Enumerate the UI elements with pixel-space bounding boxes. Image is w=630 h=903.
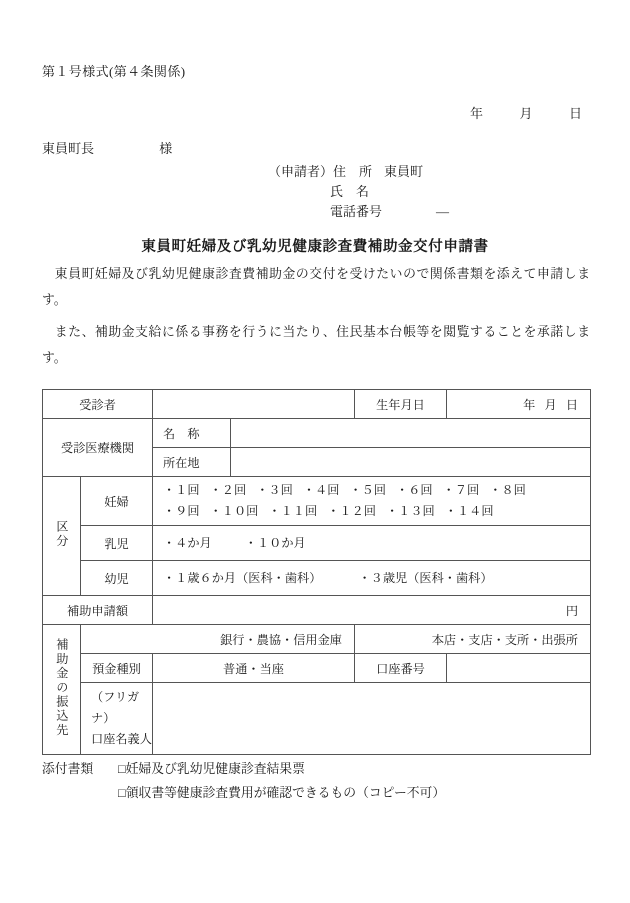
applicant-block	[268, 162, 449, 222]
infant-options[interactable]	[153, 526, 591, 561]
addressee-line	[42, 138, 172, 157]
transfer-label	[43, 625, 81, 755]
attachments-section	[42, 757, 445, 805]
amount-value[interactable]	[153, 596, 591, 625]
attachments-line-1	[42, 757, 445, 781]
birthdate-year-label: 年	[523, 397, 536, 412]
examinee-value[interactable]	[153, 390, 355, 419]
pregnant-visit-3[interactable]: ・３回	[256, 483, 293, 497]
pregnant-visit-8[interactable]: ・８回	[489, 483, 526, 497]
pregnant-visit-7[interactable]: ・７回	[442, 483, 480, 497]
table-row-category-pregnant	[43, 477, 591, 526]
furigana-label: （フリガナ）	[91, 690, 140, 725]
date-month-label: 月	[519, 106, 533, 121]
infant-option-10months[interactable]: ・１０か月	[244, 535, 306, 550]
account-number-label: 口座番号	[355, 654, 447, 683]
account-number-value[interactable]	[447, 654, 591, 683]
applicant-phone-label: 電話番号	[330, 204, 383, 219]
institution-label: 受診医療機関	[43, 419, 153, 477]
branch-name-field[interactable]	[355, 625, 591, 654]
attachments-line-2	[42, 781, 445, 805]
attachment-item-1[interactable]: □妊婦及び乳幼児健康診査結果票	[118, 762, 305, 776]
pregnant-label: 妊婦	[81, 477, 153, 526]
birthdate-month-label: 月	[544, 397, 557, 412]
pregnant-visit-10[interactable]: ・１０回	[209, 504, 259, 518]
table-row-category-infant	[43, 526, 591, 561]
table-row-account	[43, 654, 591, 683]
pregnant-visit-2[interactable]: ・２回	[209, 483, 247, 497]
institution-name-value[interactable]	[231, 419, 591, 448]
table-row-bank	[43, 625, 591, 654]
applicant-prefix: （申請者）	[268, 164, 334, 179]
pregnant-visit-13[interactable]: ・１３回	[386, 504, 435, 518]
table-row-category-toddler	[43, 561, 591, 596]
pregnant-visit-options[interactable]	[153, 477, 591, 526]
applicant-address-value: 東員町	[384, 164, 424, 179]
toddler-options[interactable]	[153, 561, 591, 596]
toddler-option-3years[interactable]: ・３歳児（医科・歯科）	[358, 570, 493, 585]
table-row-amount	[43, 596, 591, 625]
birthdate-value[interactable]	[447, 390, 591, 419]
application-table	[42, 389, 591, 755]
table-row-examinee	[43, 390, 591, 419]
infant-option-4months[interactable]: ・４か月	[163, 535, 212, 550]
pregnant-visit-line-2	[163, 501, 590, 522]
transfer-label-text: 補助金の振込先	[54, 637, 69, 738]
infant-label: 乳児	[81, 526, 153, 561]
toddler-label: 幼児	[81, 561, 153, 596]
applicant-phone-dash: ―	[436, 204, 450, 219]
bank-name-field[interactable]	[81, 625, 355, 654]
applicant-name-row	[268, 182, 449, 202]
branch-type-options: 本店・支店・支所・出張所	[431, 632, 578, 647]
date-year-label: 年	[470, 106, 484, 121]
pregnant-visit-6[interactable]: ・６回	[396, 483, 433, 497]
pregnant-visit-line-1	[163, 480, 590, 501]
category-label-text: 区分	[54, 519, 69, 549]
date-day-label: 日	[569, 106, 583, 121]
account-holder-label: 口座名義人	[91, 732, 152, 746]
toddler-option-18months[interactable]: ・１歳６か月（医科・歯科）	[163, 570, 322, 585]
pregnant-visit-9[interactable]: ・９回	[163, 504, 200, 518]
deposit-type-value[interactable]: 普通・当座	[153, 654, 355, 683]
pregnant-visit-1[interactable]: ・１回	[163, 483, 200, 497]
applicant-name-label: 氏 名	[330, 184, 370, 199]
document-title: 東員町妊婦及び乳幼児健康診査費補助金交付申請書	[141, 239, 489, 255]
pregnant-visit-4[interactable]: ・４回	[302, 483, 340, 497]
applicant-address-label: 住 所	[333, 164, 373, 179]
attachments-label: 添付書類	[42, 762, 94, 776]
pregnant-visit-11[interactable]: ・１１回	[268, 504, 318, 518]
account-holder-labels	[81, 683, 153, 755]
pregnant-visit-14[interactable]: ・１４回	[444, 504, 494, 518]
attachment-item-2[interactable]: □領収書等健康診査費用が確認できるもの（コピー不可）	[118, 786, 446, 800]
institution-name-label: 名 称	[153, 419, 231, 448]
body-paragraph-2: また、補助金支給に係る事務を行うに当たり、住民基本台帳等を閲覧することを承諾します。	[42, 325, 590, 365]
category-label	[43, 477, 81, 596]
form-number: 第１号様式(第４条関係)	[42, 64, 186, 79]
amount-label: 補助申請額	[43, 596, 153, 625]
body-paragraph-1: 東員町妊婦及び乳幼児健康診査費補助金の交付を受けたいので関係書類を添えて申請します。	[42, 267, 590, 307]
bank-type-options: 銀行・農協・信用金庫	[220, 632, 342, 647]
applicant-address-row	[268, 162, 449, 182]
table-row-account-holder	[43, 683, 591, 755]
addressee-name: 東員町長	[42, 141, 95, 156]
institution-address-value[interactable]	[231, 448, 591, 477]
examinee-label: 受診者	[43, 390, 153, 419]
pregnant-visit-12[interactable]: ・１２回	[327, 504, 376, 518]
deposit-type-label: 預金種別	[81, 654, 153, 683]
institution-address-label: 所在地	[153, 448, 231, 477]
account-holder-value[interactable]	[153, 683, 591, 755]
pregnant-visit-5[interactable]: ・５回	[349, 483, 386, 497]
amount-unit: 円	[565, 603, 578, 618]
addressee-honorific: 様	[159, 141, 173, 156]
birthdate-day-label: 日	[565, 397, 578, 412]
date-line	[470, 103, 582, 122]
table-row-institution-name	[43, 419, 591, 448]
birthdate-label: 生年月日	[355, 390, 447, 419]
applicant-phone-row	[268, 202, 449, 222]
